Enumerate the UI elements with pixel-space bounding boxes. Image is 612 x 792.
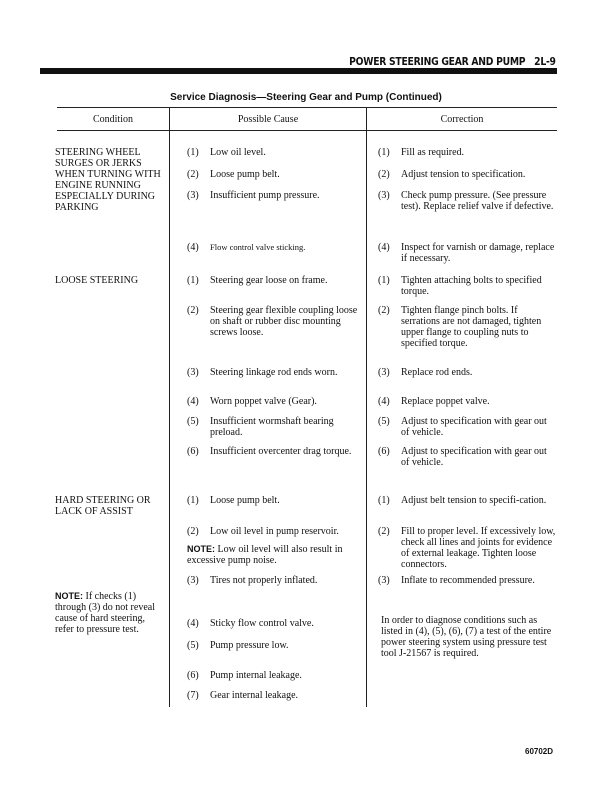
cause-number: (2) [187,305,199,316]
condition: HARD STEERING OR LACK OF ASSIST [55,495,151,517]
cause-text: Insufficient wormshaft bearing preload. [210,416,334,438]
note-label: NOTE: [55,591,83,601]
figure-id: 60702D [525,747,554,756]
cause-text: Loose pump belt. [210,169,280,180]
cause-text: Pump internal leakage. [210,670,302,681]
column-header-cause: Possible Cause [237,114,299,125]
cause-number: (1) [187,275,199,286]
correction-text: Adjust to specification with gear out of vehicle. [401,446,547,468]
column-divider [169,107,170,707]
cause-number: (4) [187,242,199,253]
note-text: Low oil level will also result in excessive pump noise. [187,544,343,566]
pressure-test-paragraph: In order to diagnose conditions such as listed in (4), (5), (6), (7) a test of the entire power steering system using pressure test tool J-21567 is required. [381,615,552,659]
section-title: POWER STEERING GEAR AND PUMP [349,56,526,68]
header-rule [40,68,557,74]
correction-number: (5) [378,416,390,427]
header-bottom-rule [57,130,557,131]
cause-text: Worn poppet valve (Gear). [210,396,317,407]
column-header-correction: Correction [440,114,484,125]
correction-text: Tighten attaching bolts to specified torque. [401,275,542,297]
cause-text: Low oil level in pump reservoir. [210,526,339,537]
cause-number: (6) [187,446,199,457]
correction-number: (2) [378,169,390,180]
note-label: NOTE: [187,544,215,554]
cause-text: Insufficient pump pressure. [210,190,320,201]
cause-number: (1) [187,147,199,158]
cause-number: (3) [187,367,199,378]
condition: LOOSE STEERING [55,275,139,286]
cause-text: Steering linkage rod ends worn. [210,367,338,378]
correction-text: Adjust tension to specification. [401,169,526,180]
cause-text: Steering gear loose on frame. [210,275,328,286]
correction-text: Replace rod ends. [401,367,473,378]
correction-text: Tighten flange pinch bolts. If serrations are not damaged, tighten upper flange to coupling nuts to specified torque. [401,305,542,349]
cause-number: (5) [187,416,199,427]
cause-number: (3) [187,575,199,586]
correction-number: (3) [378,367,390,378]
cause-note [187,544,362,566]
note-text: If checks (1) through (3) do not reveal cause of hard steering, refer to pressure test. [55,591,155,635]
cause-text: Low oil level. [210,147,266,158]
cause-number: (6) [187,670,199,681]
correction-number: (1) [378,275,390,286]
correction-text: Adjust belt tension to specifi-cation. [401,495,547,506]
cause-text: Flow control valve sticking. [210,242,306,252]
table-top-rule [57,107,557,108]
cause-number: (2) [187,169,199,180]
cause-text: Loose pump belt. [210,495,280,506]
cause-number: (5) [187,640,199,651]
cause-text: Gear internal leakage. [210,690,299,701]
correction-text: Check pump pressure. (See pressure test). Replace relief valve if defective. [401,190,554,212]
correction-number: (1) [378,495,390,506]
correction-number: (3) [378,575,390,586]
condition: STEERING WHEEL SURGES OR JERKS WHEN TURNING WITH ENGINE RUNNING ESPECIALLY DURING PARKING [55,147,161,213]
correction-text: Replace poppet valve. [401,396,490,407]
correction-number: (4) [378,396,390,407]
cause-text: Insufficient overcenter drag torque. [210,446,352,457]
column-header-condition: Condition [92,114,133,125]
correction-text: Inflate to recommended pressure. [401,575,535,586]
column-divider [366,107,367,707]
correction-number: (6) [378,446,390,457]
correction-number: (4) [378,242,390,253]
cause-number: (2) [187,526,199,537]
correction-text: Inspect for varnish or damage, replace if necessary. [401,242,555,264]
correction-number: (2) [378,305,390,316]
condition-note [55,591,160,635]
cause-number: (7) [187,690,199,701]
correction-number: (2) [378,526,390,537]
cause-number: (3) [187,190,199,201]
correction-text: Adjust to specification with gear out of vehicle. [401,416,547,438]
correction-text: Fill as required. [401,147,465,158]
cause-number: (4) [187,618,199,629]
running-header [349,57,556,68]
cause-text: Tires not properly inflated. [210,575,318,586]
page-number: 2L-9 [534,56,556,68]
cause-text: Steering gear flexible coupling loose on shaft or rubber disc mounting screws loose. [210,305,358,338]
correction-text: Fill to proper level. If excessively low, check all lines and joints for evidence of external leakage. Tighten loose connectors. [401,526,556,570]
correction-number: (1) [378,147,390,158]
cause-text: Sticky flow control valve. [210,618,314,629]
cause-number: (4) [187,396,199,407]
cause-text: Pump pressure low. [210,640,289,651]
table-title: Service Diagnosis—Steering Gear and Pump (Continued) [170,92,442,103]
cause-number: (1) [187,495,199,506]
correction-number: (3) [378,190,390,201]
